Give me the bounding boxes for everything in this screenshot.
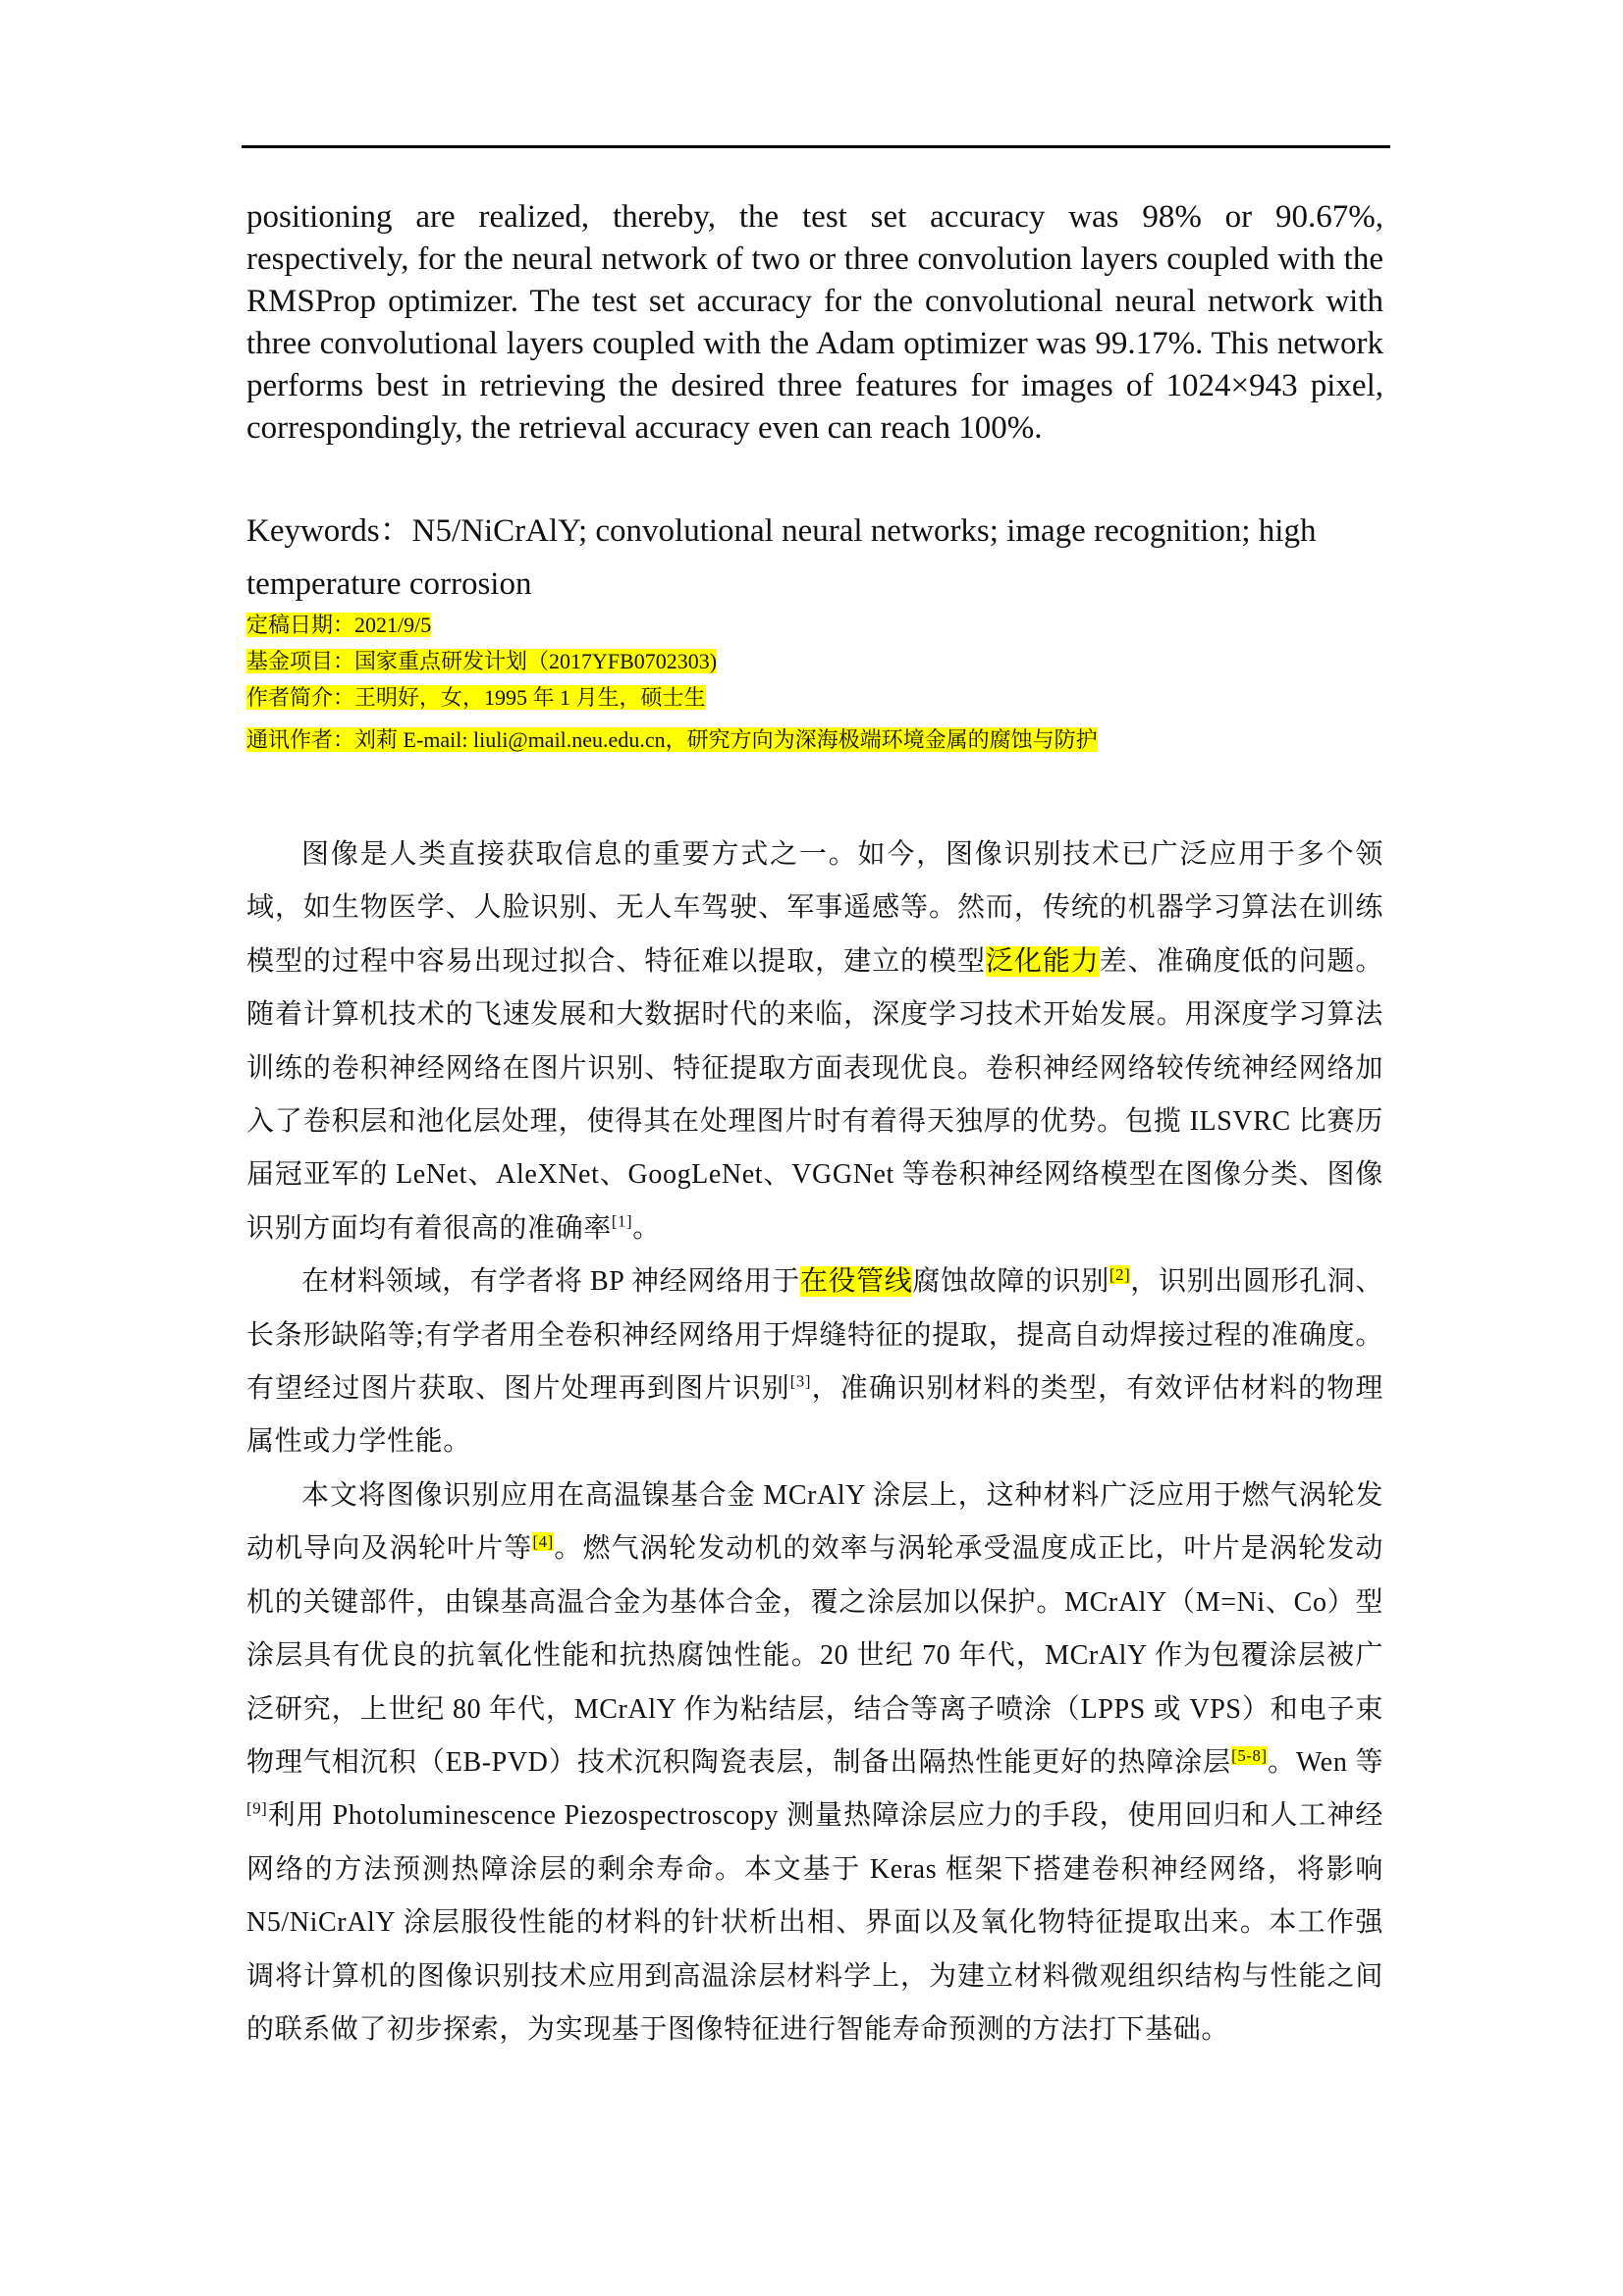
p2-text-d: ，准确识别材料的类型，有效评估材料的物理属性或力学性能。 <box>246 1373 1383 1458</box>
p2-text-b: 腐蚀故障的识别 <box>912 1266 1109 1298</box>
header-rule <box>242 145 1390 148</box>
citation-4: [4] <box>532 1531 554 1551</box>
abstract-tail: positioning are realized, thereby, the test set accuracy was 98% or 90.67%, respectively, for the neural network of two or three convolution layers coupled with the RMSProp optimizer. The test set accuracy for the convolutional neural network with three convolutional layers coupled with the Adam optimizer was 99.17%. This network performs best in retrieving the desired three features for images of 1024×943 pixel, correspondingly, the retrieval accuracy even can reach 100%. <box>246 199 1383 446</box>
article-meta <box>246 611 1383 754</box>
p3-text-d: 利用 Photoluminescence Piezospectroscopy 测量热障涂层应力的手段，使用回归和人工神经网络的方法预测热障涂层的剩余寿命。本文基于 Keras 框架下搭建卷积神经网络，将影响 N5/NiCrAlY 涂层服役性能的材料的针状析出相、界面以及氧化物特征提取出来。本工作强调将计算机的图像识别技术应用到高温涂层材料学上，为建立材料微观组织结构与性能之间的联系做了初步探索，为实现基于图像特征进行智能寿命预测的方法打下基础。 <box>246 1800 1383 2045</box>
citation-5-8: [5-8] <box>1231 1745 1268 1765</box>
p1-text-c: 。 <box>632 1212 661 1244</box>
keywords-label: Keywords： <box>246 513 412 549</box>
meta-fund: 基金项目：国家重点研发计划（2017YFB0702303) <box>246 649 718 673</box>
citation-3: [3] <box>789 1371 812 1391</box>
p2-highlight: 在役管线 <box>799 1266 913 1298</box>
citation-1: [1] <box>611 1211 633 1231</box>
p1-text-a: 图像是人类直接获取信息的重要方式之一。如今，图像识别技术已广泛应用于多个领域，如生物医学、人脸识别、无人车驾驶、军事遥感等。然而，传统的机器学习算法在训练模型的过程中容易出现过拟合、特征难以提取，建立的模型 <box>246 839 1383 977</box>
citation-2: [2] <box>1109 1264 1131 1284</box>
meta-contact: 通讯作者：刘莉 E-mail: liuli@mail.neu.edu.cn，研究方向为深海极端环境金属的腐蚀与防护 <box>246 727 1098 752</box>
meta-date: 定稿日期：2021/9/5 <box>246 613 432 637</box>
paragraph-1 <box>246 828 1383 1255</box>
p1-text-b: 差、准确度低的问题。随着计算机技术的飞速发展和大数据时代的来临，深度学习技术开始发展。用深度学习算法训练的卷积神经网络在图片识别、特征提取方面表现优良。卷积神经网络较传统神经网络加入了卷积层和池化层处理，使得其在处理图片时有着得天独厚的优势。包揽 ILSVRC 比赛历届冠亚军的 LeNet、AleXNet、GoogLeNet、VGGNet 等卷积神经网络模型在图像分类、图像识别方面均有着很高的准确率 <box>246 945 1383 1244</box>
paragraph-2 <box>246 1255 1383 1469</box>
p3-text-a: 本文将图像识别应用在高温镍基合金 MCrAlY 涂层上，这种材料广泛应用于燃气涡轮发动机导向及涡轮叶片等 <box>246 1479 1383 1565</box>
meta-author: 作者简介：王明好，女，1995 年 1 月生，硕士生 <box>246 685 706 710</box>
body-text <box>246 828 1383 2056</box>
p2-text-c: ，识别出圆形孔洞、长条形缺陷等;有学者用全卷积神经网络用于焊缝特征的提取，提高自动焊接过程的准确度。有望经过图片获取、图片处理再到图片识别 <box>246 1266 1383 1405</box>
p3-text-c: 。Wen 等 <box>1267 1746 1383 1778</box>
p1-highlight: 泛化能力 <box>985 945 1100 977</box>
citation-9: [9] <box>246 1798 268 1818</box>
paragraph-3 <box>246 1469 1383 2056</box>
p2-text-a: 在材料领域，有学者将 BP 神经网络用于 <box>301 1266 800 1298</box>
p3-text-b: 。燃气涡轮发动机的效率与涡轮承受温度成正比，叶片是涡轮发动机的关键部件，由镍基高温合金为基体合金，覆之涂层加以保护。MCrAlY（M=Ni、Co）型涂层具有优良的抗氧化性能和抗热腐蚀性能。20 世纪 70 年代，MCrAlY 作为包覆涂层被广泛研究，上世纪 80 年代，MCrAlY 作为粘结层，结合等离子喷涂（LPPS 或 VPS）和电子束物理气相沉积（EB-PVD）技术沉积陶瓷表层，制备出隔热性能更好的热障涂层 <box>246 1533 1383 1778</box>
page-content <box>246 196 1383 2056</box>
keywords <box>246 505 1383 611</box>
keywords-text: N5/NiCrAlY; convolutional neural networks; image recognition; high temperature corrosion <box>246 513 1317 602</box>
